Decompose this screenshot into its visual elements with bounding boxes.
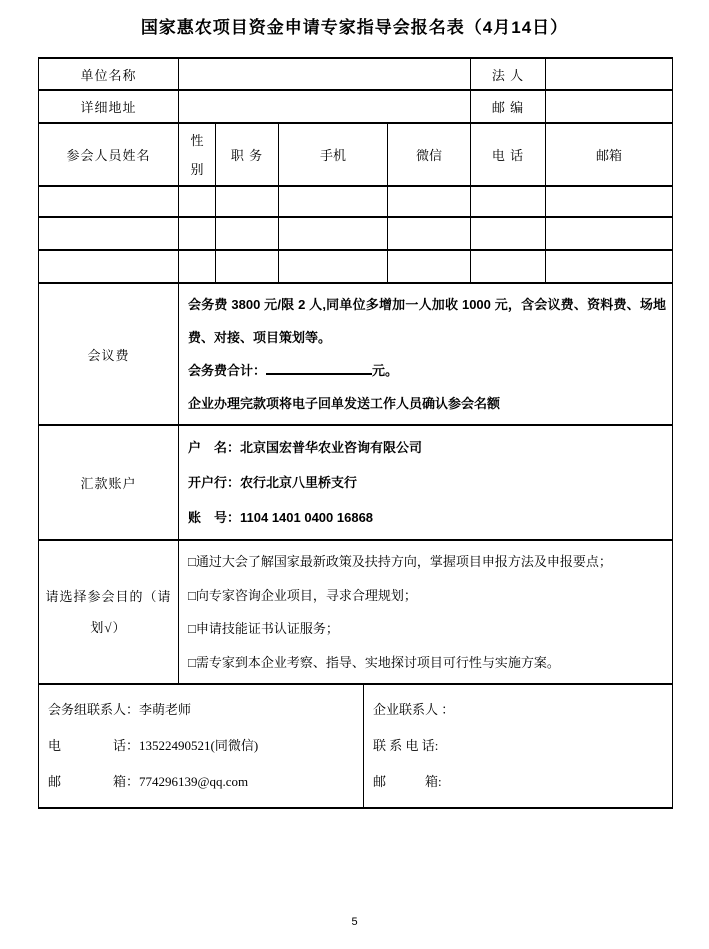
gender-header-top: 性 xyxy=(190,132,204,148)
fee-total-prefix: 会务费合计： xyxy=(188,363,267,378)
account-bank: 开户行：农行北京八里桥支行 xyxy=(188,475,358,490)
postal-code-label: 邮 编 xyxy=(471,90,546,123)
attendee-row xyxy=(39,250,673,283)
attendee-wechat-cell xyxy=(388,217,471,250)
purpose-row xyxy=(39,540,673,684)
address-row xyxy=(39,90,673,123)
attendee-phone-cell xyxy=(471,186,546,217)
purpose-label-line2: 划√） xyxy=(90,620,127,635)
purpose-options xyxy=(179,540,673,684)
fee-content xyxy=(179,283,673,425)
attendee-header-row xyxy=(39,123,673,186)
gender-header-bottom: 别 xyxy=(190,161,204,177)
attendee-email-cell xyxy=(546,250,673,283)
legal-person-label: 法 人 xyxy=(471,58,546,90)
phone-header: 电 话 xyxy=(471,123,546,186)
attendee-email-cell xyxy=(546,217,673,250)
legal-person-field xyxy=(546,58,673,90)
fee-note: 企业办理完款项将电子回单发送工作人员确认参会名额 xyxy=(188,396,501,411)
attendee-mobile-cell xyxy=(279,250,388,283)
purpose-option: □申请技能证书认证服务； xyxy=(188,621,339,636)
attendee-gender-cell xyxy=(179,217,216,250)
company-contact-cell xyxy=(364,684,673,808)
attendee-name-cell xyxy=(39,217,179,250)
attendee-mobile-cell xyxy=(279,186,388,217)
purpose-option: □需专家到本企业考察、指导、实地探讨项目可行性与实施方案。 xyxy=(188,654,560,670)
remittance-account-label: 汇款账户 xyxy=(39,425,179,540)
fee-row xyxy=(39,283,673,425)
attendee-phone-cell xyxy=(471,250,546,283)
org-name-field xyxy=(179,58,471,90)
org-name-row xyxy=(39,58,673,90)
fee-label: 会议费 xyxy=(39,283,179,425)
registration-form-table xyxy=(38,57,673,809)
company-contact-phone: 联 系 电 话: xyxy=(373,738,439,753)
mobile-header: 手机 xyxy=(279,123,388,186)
organizer-contact-name: 会务组联系人：李萌老师 xyxy=(48,702,192,717)
purpose-label xyxy=(39,540,179,684)
attendee-position-cell xyxy=(216,250,279,283)
purpose-option: □通过大会了解国家最新政策及扶持方向，掌握项目申报方法及申报要点； xyxy=(188,554,612,569)
attendee-phone-cell xyxy=(471,217,546,250)
account-holder: 户 名：北京国宏普华农业咨询有限公司 xyxy=(188,440,423,455)
attendee-position-cell xyxy=(216,217,279,250)
page-number: 5 xyxy=(351,916,358,928)
account-number: 账 号：1104 1401 0400 16868 xyxy=(188,510,374,525)
remittance-account-row xyxy=(39,425,673,540)
fee-total-suffix: 元。 xyxy=(372,363,399,378)
fee-total-blank xyxy=(266,359,372,375)
attendee-name-cell xyxy=(39,186,179,217)
fee-description: 会务费 3800 元/限 2 人,同单位多增加一人加收 1000 元，含会议费、资料费、场地费、对接、项目策划等。 xyxy=(188,297,667,345)
position-header: 职 务 xyxy=(216,123,279,186)
email-header: 邮箱 xyxy=(546,123,673,186)
address-field xyxy=(179,90,471,123)
form-title: 国家惠农项目资金申请专家指导会报名表（4月14日） xyxy=(140,18,569,37)
wechat-header: 微信 xyxy=(388,123,471,186)
organizer-contact-phone: 电 话：13522490521(同微信) xyxy=(48,738,259,753)
gender-header xyxy=(179,123,216,186)
purpose-label-line1: 请选择参会目的（请 xyxy=(45,589,172,604)
attendee-name-header: 参会人员姓名 xyxy=(39,123,179,186)
org-name-label: 单位名称 xyxy=(39,58,179,90)
remittance-account-content xyxy=(179,425,673,540)
company-contact-name: 企业联系人 ： xyxy=(373,702,455,717)
attendee-name-cell xyxy=(39,250,179,283)
attendee-mobile-cell xyxy=(279,217,388,250)
fee-total-line xyxy=(188,354,666,387)
contact-row xyxy=(39,684,673,808)
attendee-row xyxy=(39,217,673,250)
company-contact-email: 邮 箱: xyxy=(373,774,442,789)
attendee-position-cell xyxy=(216,186,279,217)
attendee-wechat-cell xyxy=(388,186,471,217)
organizer-contact-email: 邮 箱：774296139@qq.com xyxy=(48,774,249,789)
attendee-gender-cell xyxy=(179,250,216,283)
purpose-option: □向专家咨询企业项目，寻求合理规划； xyxy=(188,587,417,603)
address-label: 详细地址 xyxy=(39,90,179,123)
attendee-wechat-cell xyxy=(388,250,471,283)
attendee-email-cell xyxy=(546,186,673,217)
attendee-gender-cell xyxy=(179,186,216,217)
attendee-row xyxy=(39,186,673,217)
postal-code-field xyxy=(546,90,673,123)
organizer-contact-cell xyxy=(39,684,364,808)
